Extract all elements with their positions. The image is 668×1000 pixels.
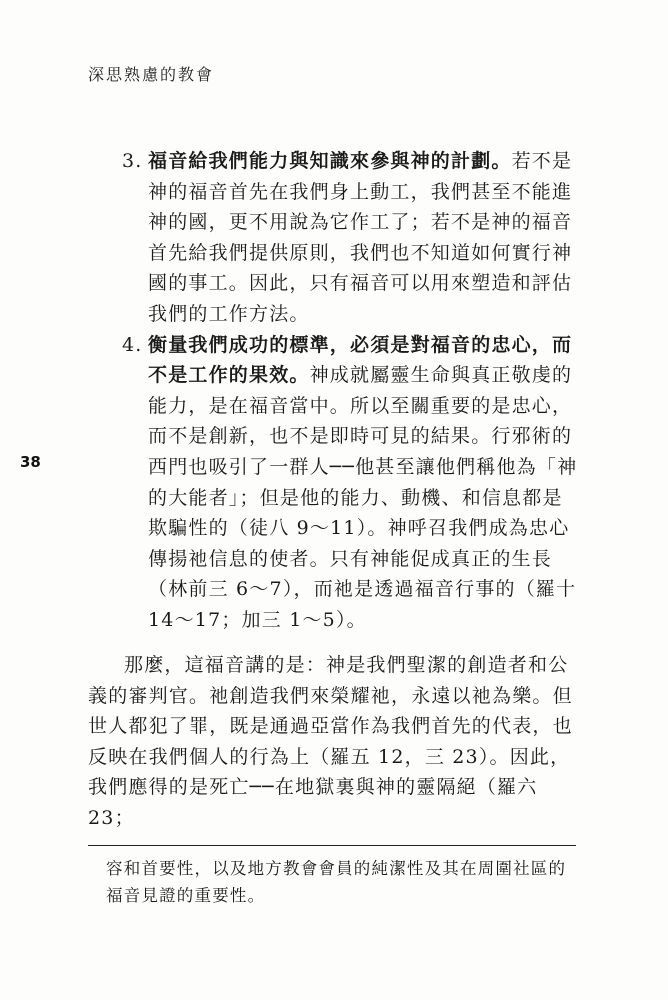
point-body: 神成就屬靈生命與真正敬虔的能力，是在福音當中。所以至關重要的是忠心，而不是創新，也不是即時可見的結果。行邪術的西門也吸引了一群人──他甚至讓他們稱他為「神的大能者」；但是他的能力、動機、和信息都是欺騙性的（徒八 9～11）。神呼召我們成為忠心傳揚祂信息的使者。只有神能促成真正的生長（林前三 6～7），而祂是透過福音行事的（羅十 14～17；加三 1～5）。 [148,364,578,631]
point-lead: 福音給我們能力與知識來參與神的計劃。 [148,150,512,172]
running-header: 深思熟慮的教會 [88,65,215,84]
footnote-divider [88,845,576,846]
point-number: 3. [122,150,143,172]
point-4 [118,330,578,636]
point-lead: 衡量我們成功的標準，必須是對福音的忠心，而不是工作的果效。 [148,333,573,387]
point-body: 若不是神的福音首先在我們身上動工，我們甚至不能進神的國，更不用說為它作工了；若不是神的福音首先給我們提供原則，我們也不知道如何實行神國的事工。因此，只有福音可以用來塑造和評估我們的工作方法。 [148,150,573,325]
point-number: 4. [122,333,143,356]
point-3 [118,146,578,330]
page-number: 38 [20,453,41,471]
numbered-points-list [118,146,578,636]
body-paragraph: 那麼，這福音講的是：神是我們聖潔的創造者和公義的審判官。祂創造我們來榮耀祂，永遠以祂為樂。但世人都犯了罪，既是通過亞當作為我們首先的代表，也反映在我們個人的行為上（羅五 12，三 23）。因此，我們應得的是死亡──在地獄裏與神的靈隔絕（羅六 23； [88,654,573,829]
footnote-text: 容和首要性，以及地方教會會員的純潔性及其在周圍社區的福音見證的重要性。 [106,859,567,905]
